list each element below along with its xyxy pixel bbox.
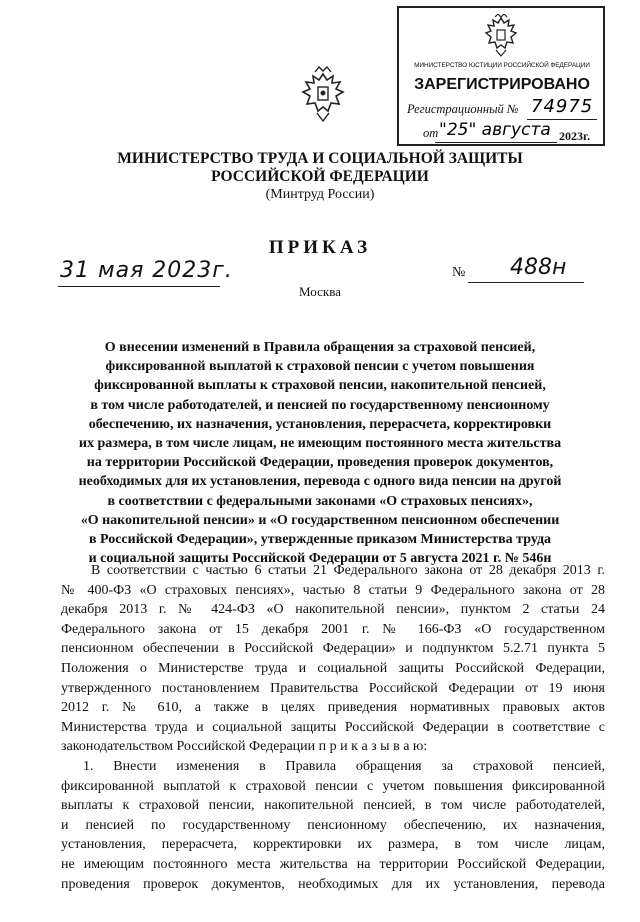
order-body <box>61 561 605 894</box>
body-line: В соответствии с частью 6 статьи 21 Федерального закона от 28 декабря 2013 г. <box>91 563 605 578</box>
registration-stamp <box>397 6 605 146</box>
body-line: установления, перерасчета, корректировки их размера, в том числе лицам, <box>61 837 605 853</box>
subject-line: необходимых для их установления, перевода с одного вида пенсии на другой <box>78 474 562 490</box>
subject-line: «О накопительной пенсии» и «О государственном пенсионном обеспечении <box>80 512 560 528</box>
body-line: 2012 г. № 610, а также в целях приведения нормативных правовых актов <box>61 700 605 716</box>
order-number: 488н <box>510 255 567 280</box>
ministry-line-1: МИНИСТЕРСТВО ТРУДА И СОЦИАЛЬНОЙ ЗАЩИТЫ <box>117 150 523 167</box>
stamp-ministry: МИНИСТЕРСТВО ЮСТИЦИИ РОССИЙСКОЙ ФЕДЕРАЦИИ <box>414 62 590 69</box>
body-line: 1. Внести изменения в Правила обращения за страховой пенсией, <box>83 758 605 774</box>
subject-line: в соответствии с федеральными законами «О страховых пенсиях», <box>107 493 533 509</box>
stamp-reg-label: Регистрационный № <box>407 102 519 116</box>
subject-line: их размера, в том числе лицам, не имеющим постоянного места жительства <box>78 436 562 452</box>
body-line: законодательством Российской Федерации п р и к а з ы в а ю: <box>61 739 428 755</box>
body-line: декабря 2013 г. № 424-ФЗ «О накопительной пенсии», пунктом 2 статьи 24 <box>61 602 605 618</box>
body-line: не имеющим постоянного места жительства на территории Российской Федерации, <box>61 856 605 872</box>
subject-line: О внесении изменений в Правила обращения за страховой пенсией, <box>104 340 536 355</box>
order-title: ПРИКАЗ <box>268 237 372 258</box>
stamp-date-line <box>435 142 557 143</box>
stamp-reg-number: 74975 <box>531 96 594 117</box>
body-line: выплаты к страховой пенсии, накопительной пенсией, в том числе работодателей, <box>61 798 605 814</box>
body-line: Положения о Министерстве труда и социальной защиты Российской Федерации, <box>61 660 605 676</box>
body-line: № 400-ФЗ «О страховых пенсиях», частью 8 статьи 9 Федерального закона от 28 <box>61 582 605 598</box>
body-line: фиксированной выплатой к страховой пенсии с учетом повышения фиксированной <box>61 778 605 794</box>
ministry-short-name: (Минтруд России) <box>265 187 375 202</box>
body-line: пенсионном обеспечении в Российской Федерации» и подпунктом 5.2.71 пункта 5 <box>61 641 605 657</box>
stamp-date: "25" августа <box>439 120 551 140</box>
coat-of-arms-icon <box>298 66 348 122</box>
subject-line: в Российской Федерации», утвержденные приказом Министерства труда <box>88 532 552 548</box>
stamp-registered: ЗАРЕГИСТРИРОВАНО <box>414 76 590 93</box>
stamp-year: 2023г. <box>559 129 591 143</box>
subject-line: на территории Российской Федерации, проведения проверок документов, <box>86 455 554 471</box>
coat-of-arms-icon <box>481 14 521 58</box>
subject-line: обеспечению, их назначения, установления, перерасчета, корректировки <box>88 416 552 432</box>
number-sign: № <box>452 265 466 280</box>
subject-line: и социальной защиты Российской Федерации от 5 августа 2021 г. № 546н <box>88 551 552 567</box>
subject-line: в том числе работодателей, и пенсией по государственному пенсионному <box>90 397 550 413</box>
ministry-line-2: РОССИЙСКОЙ ФЕДЕРАЦИИ <box>211 168 429 185</box>
order-subject <box>40 338 600 568</box>
stamp-date-prefix: от <box>423 126 439 140</box>
body-line: и пенсией по государственному пенсионному обеспечению, их назначения, <box>61 817 605 833</box>
city: Москва <box>299 284 341 299</box>
body-line: Министерства труда и социальной защиты Российской Федерации в соответствие с <box>61 719 605 735</box>
subject-line: фиксированной выплатой к страховой пенсии с учетом повышения <box>105 359 535 375</box>
body-line: Федерального закона от 15 декабря 2001 г. № 166-ФЗ «О государственном <box>61 621 605 637</box>
order-number-line <box>468 282 584 283</box>
ministry-title <box>100 150 540 186</box>
body-line: проведения проверок документов, необходимых для их установления, перевода <box>61 876 605 892</box>
subject-line: фиксированной выплаты к страховой пенсии, накопительной пенсией, <box>94 378 546 394</box>
body-line: утвержденного постановлением Правительства Российской Федерации от 19 июня <box>61 680 605 696</box>
order-date: 31 мая 2023г. <box>60 258 233 283</box>
